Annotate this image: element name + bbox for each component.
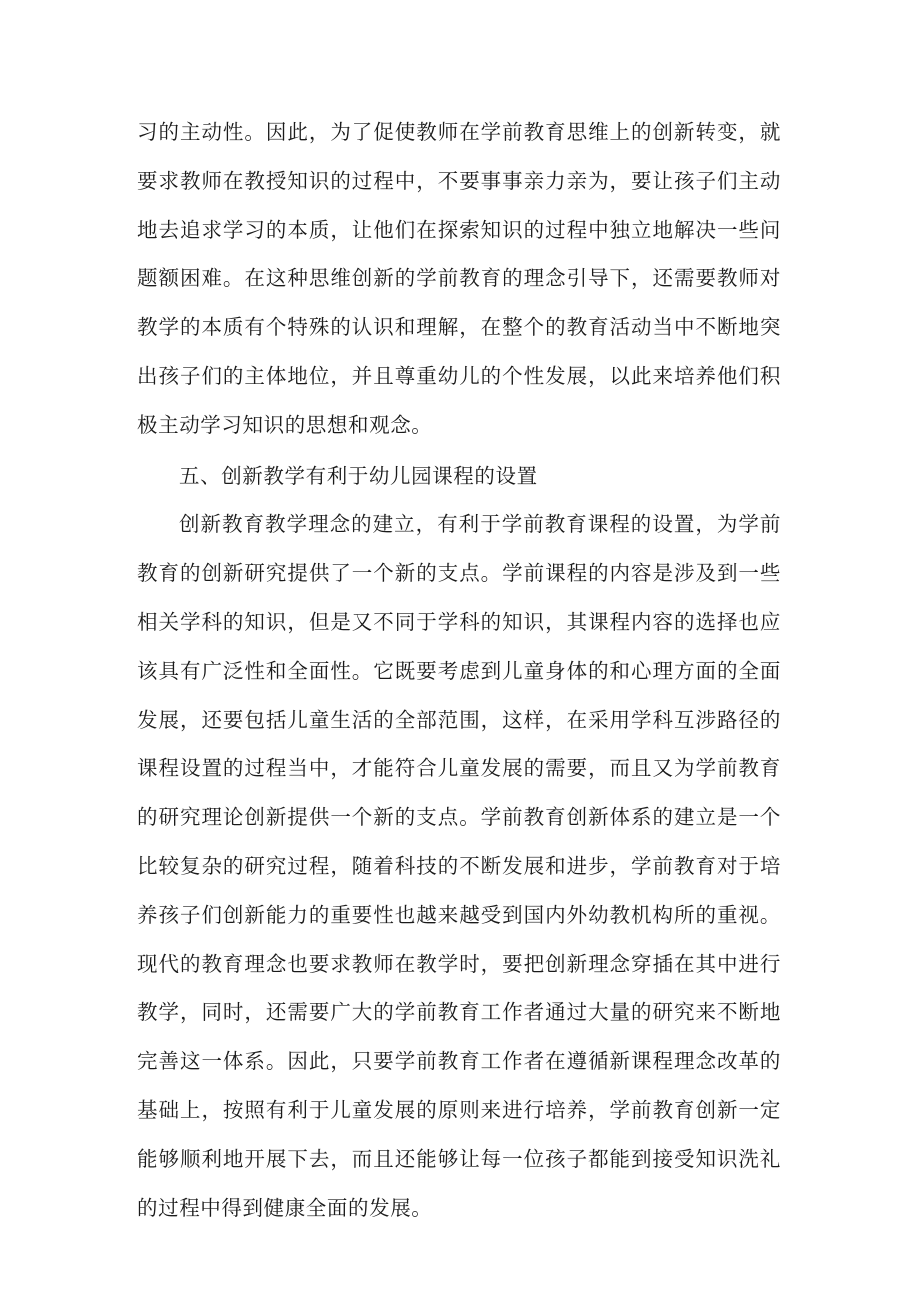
body-paragraph-continued: 习的主动性。因此，为了促使教师在学前教育思维上的创新转变，就要求教师在教授知识的过程中，不要事事亲力亲为，要让孩子们主动地去追求学习的本质，让他们在探索知识的过程中独立地解决一些问题额困难。在这种思维创新的学前教育的理念引导下，还需要教师对教学的本质有个特殊的认识和理解，在整个的教育活动当中不断地突出孩子们的主体地位，并且尊重幼儿的个性发展，以此来培养他们积极主动学习知识的思想和观念。	[137, 120, 781, 437]
document-page	[137, 108, 781, 1232]
section-heading: 五、创新教学有利于幼儿园课程的设置	[179, 463, 538, 488]
body-paragraph: 创新教育教学理念的建立，有利于学前教育课程的设置，为学前教育的创新研究提供了一个新的支点。学前课程的内容是涉及到一些相关学科的知识，但是又不同于学科的知识，其课程内容的选择也应该具有广泛性和全面性。它既要考虑到儿童身体的和心理方面的全面发展，还要包括儿童生活的全部范围，这样，在采用学科互涉路径的课程设置的过程当中，才能符合儿童发展的需要，而且又为学前教育的研究理论创新提供一个新的支点。学前教育创新体系的建立是一个比较复杂的研究过程，随着科技的不断发展和进步，学前教育对于培养孩子们创新能力的重要性也越来越受到国内外幼教机构所的重视。现代的教育理念也要求教师在教学时，要把创新理念穿插在其中进行教学，同时，还需要广大的学前教育工作者通过大量的研究来不断地完善这一体系。因此，只要学前教育工作者在遵循新课程理念改革的基础上，按照有利于儿童发展的原则来进行培养，学前教育创新一定能够顺利地开展下去，而且还能够让每一位孩子都能到接受知识洗礼的过程中得到健康全面的发展。	[137, 512, 781, 1220]
